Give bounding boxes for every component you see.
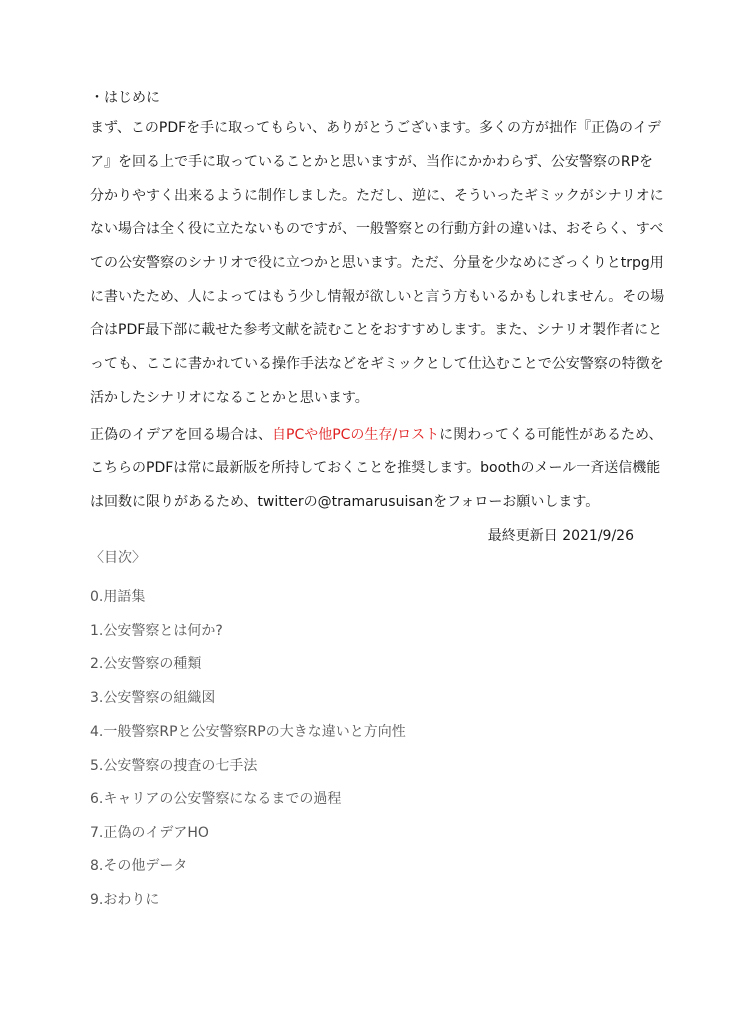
paragraph-line: ての公安警察のシナリオで役に立つかと思います。ただ、分量を少なめにざっくりとtrpg用 (90, 255, 664, 271)
toc-item[interactable]: 3.公安警察の組織図 (90, 690, 216, 706)
paragraph-line: 活かしたシナリオになることかと思います。 (90, 390, 369, 406)
toc-item[interactable]: 1.公安警察とは何か? (90, 623, 223, 639)
toc-item[interactable]: 8.その他データ (90, 858, 188, 874)
toc-item[interactable]: 6.キャリアの公安警察になるまでの過程 (90, 791, 342, 807)
toc-item[interactable]: 7.正偽のイデアHO (90, 825, 209, 841)
paragraph-line: っても、ここに書かれている操作手法などをギミックとして仕込むことで公安警察の特徴を (90, 356, 664, 372)
paragraph-line: まず、このPDFを手に取ってもらい、ありがとうございます。多くの方が拙作『正偽のイデ (90, 120, 662, 136)
last-updated-date: 最終更新日 2021/9/26 (487, 528, 634, 544)
toc-item[interactable]: 9.おわりに (90, 892, 160, 908)
paragraph-line: 分かりやすく出来るように制作しました。ただし、逆に、そういったギミックがシナリオに (90, 188, 664, 204)
toc-item[interactable]: 0.用語集 (90, 589, 146, 605)
paragraph-line: は回数に限りがあるため、twitterの@tramarusuisanをフォローお願いします。 (90, 494, 600, 510)
paragraph-line (90, 425, 662, 445)
toc-item[interactable]: 2.公安警察の種類 (90, 656, 202, 672)
text: に関わってくる可能性があるため、 (439, 427, 663, 443)
paragraph-line: ない場合は全く役に立たないものですが、一般警察との行動方針の違いは、おそらく、すべ (90, 221, 664, 237)
toc-item[interactable]: 4.一般警察RPと公安警察RPの大きな違いと方向性 (90, 724, 406, 740)
paragraph-line: 合はPDF最下部に載せた参考文献を読むことをおすすめします。また、シナリオ製作者にと (90, 322, 663, 338)
highlighted-warning: 自PCや他PCの生存/ロスト (272, 427, 440, 443)
paragraph-line: ア』を回る上で手に取っていることかと思いますが、当作にかかわらず、公安警察のRPを (90, 154, 654, 170)
paragraph-line: こちらのPDFは常に最新版を所持しておくことを推奨します。boothのメール一斉送信機能 (90, 460, 661, 476)
toc-title: 〈目次〉 (90, 550, 146, 566)
text: 正偽のイデアを回る場合は、 (90, 427, 272, 443)
toc-item[interactable]: 5.公安警察の捜査の七手法 (90, 758, 258, 774)
paragraph-line: に書いたため、人によってはもう少し情報が欲しいと言う方もいるかもしれません。その場 (90, 289, 665, 305)
section-heading: ・はじめに (90, 90, 160, 106)
